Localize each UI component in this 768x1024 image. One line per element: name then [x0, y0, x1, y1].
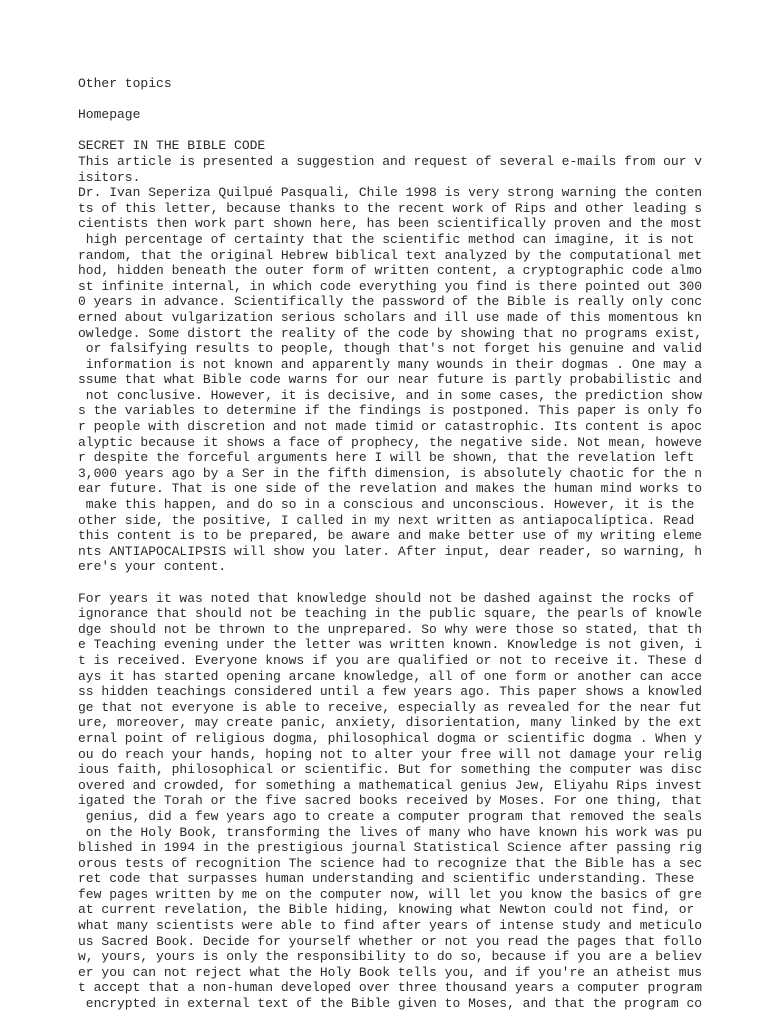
- text-line: e Teaching evening under the letter was written known. Knowledge is not given, i: [78, 637, 703, 653]
- text-line: st infinite internal, in which code everything you find is there pointed out 300: [78, 278, 703, 294]
- text-line: s the variables to determine if the findings is postponed. This paper is only fo: [78, 403, 703, 419]
- text-line: Dr. Ivan Seperiza Quilpué Pasquali, Chile 1998 is very strong warning the conten: [78, 185, 703, 201]
- text-line: information is not known and apparently many wounds in their dogmas . One may a: [78, 356, 703, 372]
- text-line: high percentage of certainty that the scientific method can imagine, it is not: [78, 231, 695, 247]
- text-line: 3,000 years ago by a Ser in the fifth dimension, is absolutely chaotic for the n: [78, 465, 703, 481]
- nav-homepage-link[interactable]: Homepage: [78, 107, 141, 123]
- text-line: dge should not be thrown to the unprepared. So why were those so stated, that th: [78, 621, 703, 637]
- text-line: blished in 1994 in the prestigious journal Statistical Science after passing rig: [78, 840, 703, 856]
- text-line: er you can not reject what the Holy Book tells you, and if you're an atheist mus: [78, 964, 703, 980]
- document-page: [78, 76, 758, 1012]
- text-line: erned about vulgarization serious scholars and ill use made of this momentous kn: [78, 309, 703, 325]
- text-line: genius, did a few years ago to create a computer program that removed the seals: [78, 808, 703, 824]
- text-line: this content is to be prepared, be aware and make better use of my writing eleme: [78, 528, 703, 544]
- text-line: ere's your content.: [78, 559, 227, 575]
- text-line: w, yours, yours is only the responsibility to do so, because if you are a believ: [78, 949, 703, 965]
- text-line: ssume that what Bible code warns for our near future is partly probabilistic and: [78, 372, 703, 388]
- text-line: ear future. That is one side of the revelation and makes the human mind works to: [78, 481, 703, 497]
- text-line: This article is presented a suggestion and request of several e-mails from our v: [78, 153, 703, 169]
- spacer: [78, 92, 758, 108]
- text-line: ge that not everyone is able to receive, especially as revealed for the near fut: [78, 699, 703, 715]
- text-line: ernal point of religious dogma, philosophical dogma or scientific dogma . When y: [78, 730, 703, 746]
- text-line: hod, hidden beneath the outer form of written content, a cryptographic code almo: [78, 263, 703, 279]
- text-line: isitors.: [78, 169, 141, 185]
- text-line: alyptic because it shows a face of prophecy, the negative side. Not mean, howeve: [78, 434, 703, 450]
- text-line: t accept that a non-human developed over three thousand years a computer program: [78, 980, 703, 996]
- text-line: at current revelation, the Bible hiding, knowing what Newton could not find, or: [78, 902, 695, 918]
- text-line: ays it has started opening arcane knowledge, all of one form or another can acce: [78, 668, 703, 684]
- text-line: ure, moreover, may create panic, anxiety, disorientation, many linked by the ext: [78, 715, 703, 731]
- text-line: r despite the forceful arguments here I will be shown, that the revelation left: [78, 450, 695, 466]
- text-line: ss hidden teachings considered until a few years ago. This paper shows a knowled: [78, 684, 703, 700]
- text-line: orous tests of recognition The science had to recognize that the Bible has a sec: [78, 855, 703, 871]
- text-line: igated the Torah or the five sacred books received by Moses. For one thing, that: [78, 793, 703, 809]
- text-line: other side, the positive, I called in my next written as antiapocalíptica. Read: [78, 512, 695, 528]
- nav-other-topics-link[interactable]: Other topics: [78, 76, 172, 91]
- text-line: cientists then work part shown here, has been scientifically proven and the most: [78, 216, 703, 232]
- text-line: not conclusive. However, it is decisive, and in some cases, the prediction show: [78, 387, 703, 403]
- text-line: random, that the original Hebrew biblical text analyzed by the computational met: [78, 247, 703, 263]
- text-line: few pages written by me on the computer now, will let you know the basics of gre: [78, 886, 703, 902]
- article-title: SECRET IN THE BIBLE CODE: [78, 138, 266, 154]
- text-line: us Sacred Book. Decide for yourself whether or not you read the pages that follo: [78, 933, 703, 949]
- text-line: on the Holy Book, transforming the lives of many who have known his work was pu: [78, 824, 703, 840]
- text-line: overed and crowded, for something a mathematical genius Jew, Eliyahu Rips invest: [78, 777, 703, 793]
- article-paragraph-1: [78, 154, 758, 575]
- text-line: 0 years in advance. Scientifically the password of the Bible is really only conc: [78, 294, 703, 310]
- text-line: ret code that surpasses human understanding and scientific understanding. These: [78, 871, 695, 887]
- article-paragraph-2: [78, 591, 758, 1012]
- text-line: make this happen, and do so in a conscious and unconscious. However, it is the: [78, 497, 695, 513]
- text-line: r people with discretion and not made timid or catastrophic. Its content is apoc: [78, 419, 703, 435]
- spacer: [78, 123, 758, 139]
- text-line: ou do reach your hands, hoping not to alter your free will not damage your relig: [78, 746, 703, 762]
- text-line: or falsifying results to people, though that's not forget his genuine and valid: [78, 341, 703, 357]
- spacer: [78, 575, 758, 591]
- text-line: what many scientists were able to find after years of intense study and meticulo: [78, 918, 703, 934]
- text-line: ignorance that should not be teaching in the public square, the pearls of knowle: [78, 606, 703, 622]
- text-line: ious faith, philosophical or scientific. But for something the computer was disc: [78, 762, 703, 778]
- text-line: For years it was noted that knowledge should not be dashed against the rocks of: [78, 590, 695, 606]
- text-line: encrypted in external text of the Bible given to Moses, and that the program co: [78, 996, 703, 1012]
- text-line: nts ANTIAPOCALIPSIS will show you later. After input, dear reader, so warning, h: [78, 543, 703, 559]
- text-line: ts of this letter, because thanks to the recent work of Rips and other leading s: [78, 200, 703, 216]
- text-line: t is received. Everyone knows if you are qualified or not to receive it. These d: [78, 652, 703, 668]
- text-line: owledge. Some distort the reality of the code by showing that no programs exist,: [78, 325, 703, 341]
